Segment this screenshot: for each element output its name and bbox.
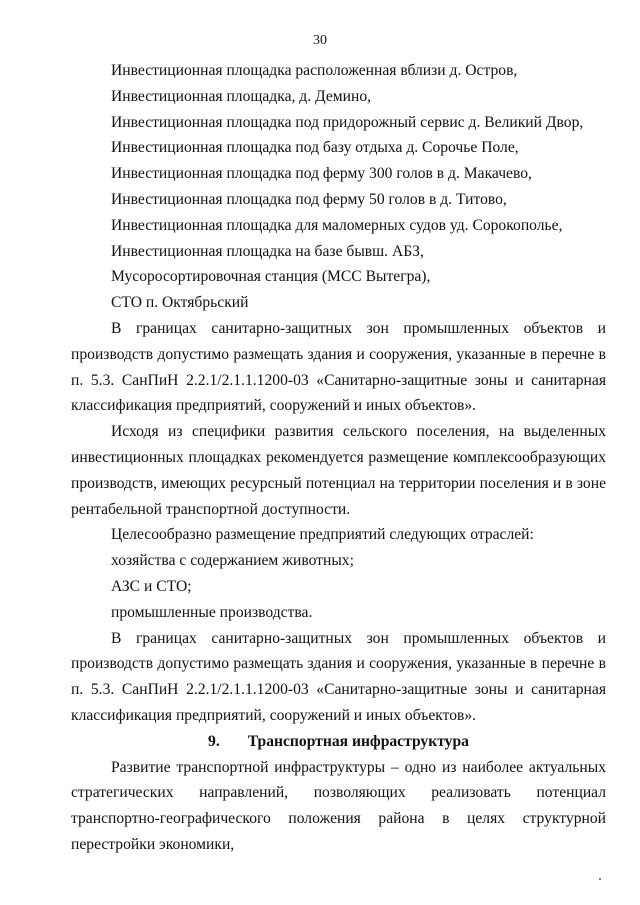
page-number: 30 — [313, 33, 327, 48]
list-item: Мусоросортировочная станция (МСС Вытегра), — [111, 268, 431, 286]
list-item: Инвестиционная площадка под придорожный сервис д. Великий Двор, — [111, 113, 584, 131]
list-item: Инвестиционная площадка под базу отдыха д. Сорочье Поле, — [111, 139, 519, 157]
list-item: Инвестиционная площадка расположенная вблизи д. Остров, — [111, 62, 518, 79]
industry-item: промышленные производства. — [111, 603, 313, 621]
section-heading — [71, 729, 606, 755]
section-title: Транспортная инфраструктура — [247, 732, 469, 750]
list-item: Инвестиционная площадка под ферму 300 голов в д. Макачево, — [111, 165, 532, 183]
list-item: СТО п. Октябрьский — [111, 294, 249, 312]
paragraph-investment-sites: Исходя из специфики развития сельского поселения, на выделенных инвестиционных площадках рекомендуется размещение комплексообразующих производств, имеющих ресурсный потенциал на территории поселения и в зоне рентабельной транспортной доступности. — [71, 423, 606, 518]
list-item: Инвестиционная площадка на базе бывш. АБЗ, — [111, 242, 424, 260]
list-item: Инвестиционная площадка, д. Демино, — [111, 87, 372, 105]
paragraph-sanitary-zones-repeat: В границах санитарно-защитных зон промышленных объектов и производств допустимо размещать здания и сооружения, указанные в перечне в п. 5.3. СанПиН 2.2.1/2.1.1.1200-03 «Санитарно-защитные зоны и санитарная классификация предприятий, сооружений и иных объектов». — [71, 629, 606, 724]
page-content — [71, 58, 606, 858]
industry-item: хозяйства с содержанием животных; — [111, 552, 354, 570]
scan-speck — [599, 878, 601, 880]
list-item: Инвестиционная площадка для маломерных судов уд. Сорокополье, — [111, 216, 563, 234]
paragraph-transport: Развитие транспортной инфраструктуры – одно из наиболее актуальных стратегических направлений, позволяющих реализовать потенциал транспортно-географического положения района в целях структурной перестройки экономики, — [71, 758, 606, 853]
section-number: 9. — [208, 732, 220, 750]
industry-item: АЗС и СТО; — [111, 577, 192, 595]
paragraph-sanitary-zones: В границах санитарно-защитных зон промышленных объектов и производств допустимо размещать здания и сооружения, указанные в перечне в п. 5.3. СанПиН 2.2.1/2.1.1.1200-03 «Санитарно-защитные зоны и санитарная классификация предприятий, сооружений и иных объектов». — [71, 319, 606, 415]
list-item: Инвестиционная площадка под ферму 50 голов в д. Титово, — [111, 190, 507, 208]
industries-intro: Целесообразно размещение предприятий следующих отраслей: — [111, 526, 534, 544]
